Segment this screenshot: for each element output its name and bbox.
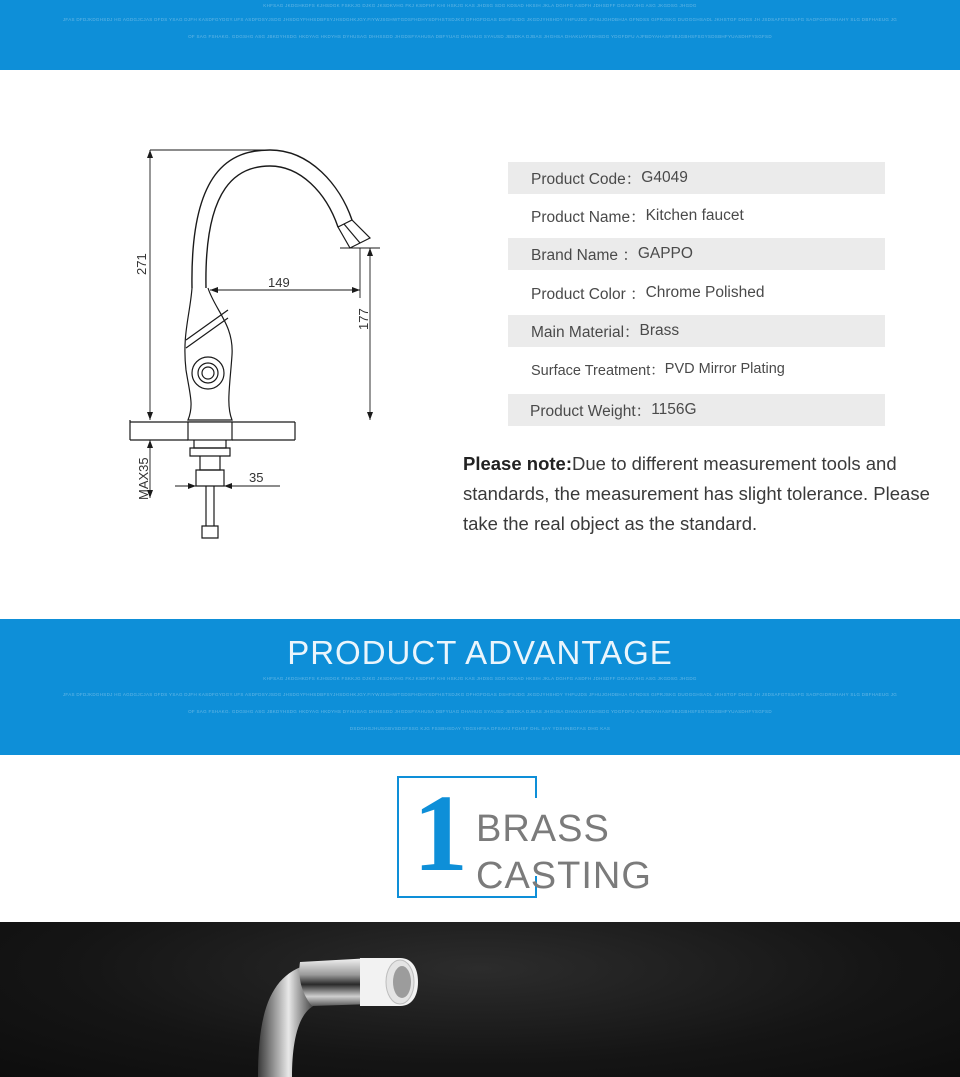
advantage-fine-print-4: DSDGHGJHUSGBVSDGFSSG KJG FSSBHSDAY YDGSHFSA DFSAHJ FGHSF DHL SAY YDSHNBGFAS DHG KAS (349, 726, 611, 731)
feature-number: 1 (413, 772, 468, 894)
feature-heading (397, 772, 667, 900)
spec-key: Surface Treatment： (531, 362, 665, 379)
spec-row-material (508, 315, 885, 347)
banner-fine-print-1: KHFSAG JKDGHKDFS KJHSDGK FSKKJG DJKG JKSDKVHG FKJ KSDFHF KHI HSKJG KAS JHDSG SDG KDSAD HKSIH JKLA DGHFG ASDFH JDHSDFF DGASYJHG ASG JKGDSG JHGDG (263, 3, 697, 8)
dim-mount-label: MAX35 (136, 457, 151, 500)
measurement-note (463, 449, 933, 539)
dim-reach-label: 149 (268, 275, 290, 290)
spec-key: Main Material： (531, 324, 640, 341)
spec-value: Chrome Polished (645, 284, 765, 301)
advantage-fine-print-3: OF SAG FSHAKG. GDGSHG ASG JBKDYHSDG HKDYAG HKDYHS DYHUSAG DHHSSDD JHGDSFYAHUSA DBFYUAG DHAHUG SYAUSD JBSDKA DJBAS JHGHSA DHAKUAYSDHSDG YDGFDFU AJFBDYAHASFSBJGBHSFSGYSDSBHFYUASDHFYSGFSD (188, 709, 772, 714)
spec-row-weight (508, 394, 885, 426)
advantage-fine-print-2: JFAS DFDJKDGHSDJ HG AGDGJCJAS DFDS YSAG DJFH KASDFGYDGY.UFS ASDFDSYJSDG JHSDGYFHHSDBFSYJHSDGHKJGY.FIYWJSGHWTGDSFHDHYSDFHSTSDJKG DFHGFDGAS DSHFSJDG JKGDJYHSHDY YHFUJDS JFHUJGHDBHJA GFNDSS GIPRJSKG DUOGGHSADL JKHSTGF DHGS JH JSDSAFGTSSAFG SAOFGIDRSHAHY SLG DBFHAEUG JG (62, 692, 898, 697)
spec-key: Product Weight： (530, 403, 652, 420)
spec-value: 1156G (651, 401, 697, 418)
spec-row-color (508, 277, 885, 309)
product-photo (0, 922, 960, 1077)
spec-row-surface (508, 353, 885, 385)
dim-spout-label: 177 (356, 308, 371, 330)
spec-value: Kitchen faucet (645, 207, 744, 224)
spec-value: GAPPO (637, 245, 693, 262)
spec-row-name (508, 200, 885, 232)
spec-key: Product Color ： (531, 286, 646, 303)
spec-row-brand (508, 238, 885, 270)
faucet-photo-svg (0, 922, 960, 1077)
note-label: Please note: (463, 453, 572, 474)
faucet-outline-svg (120, 130, 440, 550)
advantage-title: PRODUCT ADVANTAGE (287, 634, 673, 671)
spec-key: Brand Name ： (531, 247, 638, 264)
spec-value: G4049 (641, 169, 688, 186)
spec-value: PVD Mirror Plating (664, 361, 785, 377)
spec-key: Product Code： (531, 171, 642, 188)
dim-height-label: 271 (134, 253, 149, 275)
spec-row-code (508, 162, 885, 194)
spec-value: Brass (639, 322, 680, 339)
spec-table (508, 162, 885, 432)
banner-fine-print-3: OF SAG FSHAKG. GDGSHG ASG JBKDYHSDG HKDYAG HKDYHS DYHUSAG DHHSSDD JHGDSFYAHUSA DBFYUAG DHAHUG SYAUSD JBSDKA DJBAS JHGHSA DHAKUAYSDHSDG YDGFDFU AJFBDYAHASFSBJGBHSFSGYSDSBHFYUASDHFYSGFSD (188, 34, 772, 39)
advantage-fine-print-1: KHFSAG JKDGHKDFS KJHSDGK FSKKJG DJKG JKSDKVHG FKJ KSDFHF KHI HSKJG KAS JHDSG SDG KDSAD HKSIH JKLA DGHFG ASDFH JDHSDFF DGASYJHG ASG JKGDSG JHGDG (263, 676, 697, 681)
dim-thread-label: 35 (249, 470, 264, 485)
feature-title-line2: CASTING (476, 855, 652, 897)
banner-fine-print-2: JFAS DFDJKDGHSDJ HG AGDGJCJAS DFDS YSAG DJFH KASDFGYDGY.UFS ASDFDSYJSDG JHSDGYFHHSDBFSYJHSDGHKJGY.FIYWJSGHWTGDSFHDHYSDFHSTSDJKG DFHGFDGAS DSHFSJDG JKGDJYHSHDY YHFUJDS JFHUJGHDBHJA GFNDSS GIPRJSKG DUOGGHSADL JKHSTGF DHGS JH JSDSAFGTSSAFG SAOFGIDRSHAHY SLG DBFHAEUG JG (62, 17, 898, 22)
faucet-dimension-drawing (120, 130, 440, 550)
spec-key: Product Name： (531, 209, 646, 226)
top-banner (0, 0, 960, 70)
note-text: Due to different measurement tools and standards, the measurement has slight tolerance. Please take the real object as the standard. (463, 453, 930, 534)
feature-title-line1: BRASS (476, 808, 610, 850)
